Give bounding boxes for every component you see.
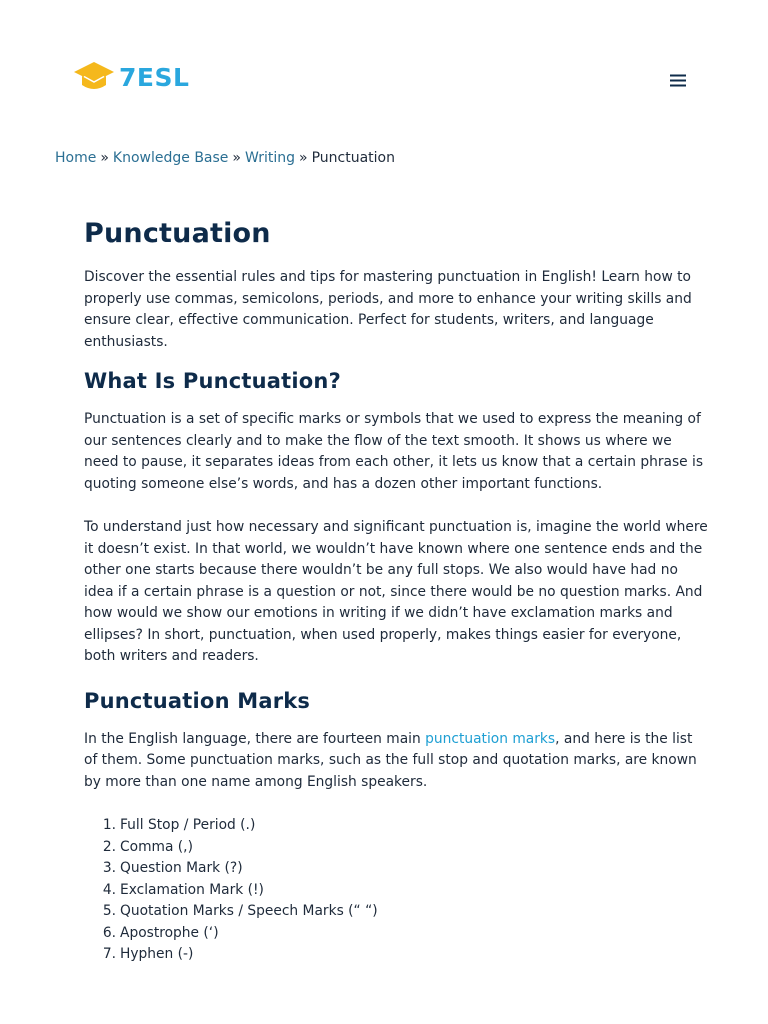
graduation-cap-icon bbox=[73, 60, 115, 94]
list-item-number: 2. bbox=[102, 838, 116, 855]
paragraph-text: , and here is the list of them. Some punctuation marks, such as the full stop and quotation marks, are known by more than one name among English speakers. bbox=[84, 730, 697, 790]
article-intro: Discover the essential rules and tips for mastering punctuation in English! Learn how to properly use commas, semicolons, periods, and more to enhance your writing skills and ensure clear, effective communication. Perfect for students, writers, and language enthusiasts. bbox=[84, 269, 692, 350]
section1-paragraph-1: Punctuation is a set of specific marks or symbols that we used to express the meaning of our sentences clearly and to make the flow of the text smooth. It shows us where we need to pause, it separates ideas from each other, it lets us know that a certain phrase is quoting someone else’s words, and has a dozen other important functions. bbox=[84, 411, 704, 492]
list-item-text: Apostrophe (‘) bbox=[120, 924, 219, 941]
breadcrumb-separator: » bbox=[299, 150, 308, 166]
list-item bbox=[102, 837, 710, 859]
list-item bbox=[102, 858, 710, 880]
list-item bbox=[102, 923, 710, 945]
menu-button[interactable] bbox=[666, 70, 690, 90]
breadcrumb-separator: » bbox=[232, 150, 241, 166]
punctuation-marks-list bbox=[84, 815, 710, 966]
list-item-number: 7. bbox=[102, 946, 116, 962]
breadcrumb-separator: » bbox=[100, 150, 109, 166]
list-item-text: Comma (,) bbox=[120, 838, 193, 855]
list-item-number: 1. bbox=[102, 817, 116, 833]
article-content bbox=[84, 214, 710, 966]
list-item bbox=[102, 815, 710, 837]
list-item-number: 3. bbox=[102, 860, 116, 876]
list-item-text: Exclamation Mark (!) bbox=[120, 881, 264, 898]
list-item-number: 6. bbox=[102, 924, 116, 941]
section-heading-what-is-punctuation: What Is Punctuation? bbox=[84, 369, 341, 393]
list-item-number: 5. bbox=[102, 903, 116, 919]
paragraph-text: In the English language, there are fourteen main bbox=[84, 730, 426, 747]
list-item-text: Question Mark (?) bbox=[120, 860, 243, 876]
site-logo[interactable] bbox=[73, 60, 189, 94]
list-item-text: Quotation Marks / Speech Marks (“ “) bbox=[120, 903, 378, 919]
hamburger-icon bbox=[670, 74, 686, 87]
list-item bbox=[102, 880, 710, 902]
punctuation-marks-link[interactable]: punctuation marks bbox=[425, 730, 556, 747]
section1-paragraph-2: To understand just how necessary and significant punctuation is, imagine the world where it doesn’t exist. In that world, we wouldn’t have known where one sentence ends and the other one starts because there wouldn’t be any full stops. We also would have had no idea if a certain phrase is a question or not, since there would be no question marks. And how would we show our emotions in writing if we didn’t have exclamation marks and ellipses? In short, punctuation, when used properly, makes things easier for everyone, both writers and readers. bbox=[84, 519, 708, 664]
list-item-text: Hyphen (-) bbox=[120, 946, 194, 962]
list-item bbox=[102, 944, 710, 966]
breadcrumb-writing-link[interactable]: Writing bbox=[245, 150, 295, 166]
section2-paragraph bbox=[84, 729, 710, 794]
breadcrumb-current: Punctuation bbox=[311, 150, 395, 166]
logo-text: 7ESL bbox=[119, 62, 190, 92]
list-item-number: 4. bbox=[102, 881, 116, 898]
section-heading-punctuation-marks: Punctuation Marks bbox=[84, 688, 311, 713]
site-header bbox=[0, 0, 768, 140]
list-item bbox=[102, 901, 710, 923]
list-item-text: Full Stop / Period (.) bbox=[120, 817, 256, 833]
breadcrumb bbox=[55, 148, 395, 168]
page-title: Punctuation bbox=[84, 218, 271, 249]
breadcrumb-home-link[interactable]: Home bbox=[55, 150, 97, 166]
breadcrumb-knowledge-base-link[interactable]: Knowledge Base bbox=[112, 150, 229, 166]
